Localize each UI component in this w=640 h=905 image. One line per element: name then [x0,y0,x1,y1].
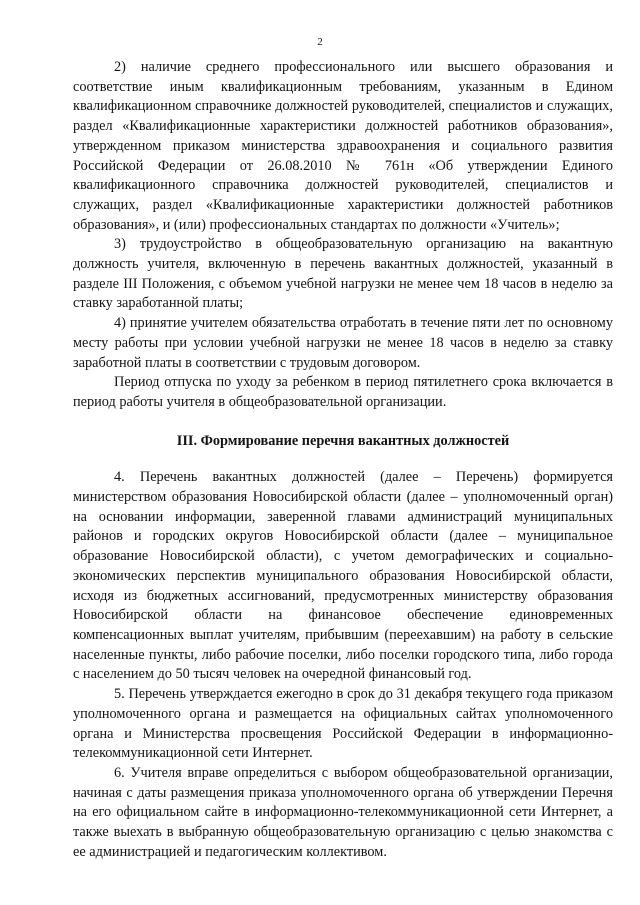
paragraph-requirement-2: 2) наличие среднего профессионального или высшего образования и соответствие иным квалификационным требованиям, указанным в Едином квалификационном справочнике должностей руководителей, специалистов и служащих, раздел «Квалификационные характеристики должностей работников образования», утвержденном приказом министерства здравоохранения и социального развития Российской Федерации от 26.08.2010 № 761н «Об утверждении Единого квалификационного справочника должностей руководителей, специалистов и служащих, раздел «Квалификационные характеристики должностей работников образования», и (или) профессиональных стандартах по должности «Учитель»; [73,59,613,233]
paragraph-leave-period: Период отпуска по уходу за ребенком в период пятилетнего срока включается в период работы учителя в общеобразовательной организации. [73,374,613,410]
paragraph-requirement-3: 3) трудоустройство в общеобразовательную организацию на вакантную должность учителя, включенную в перечень вакантных должностей, указанный в разделе III Положения, с объемом учебной нагрузки не менее чем 18 часов в неделю за ставку заработанной платы; [73,236,613,312]
paragraph-item-6: 6. Учителя вправе определиться с выбором общеобразовательной организации, начиная с даты размещения приказа уполномоченного органа об утверждении Перечня на его официальном сайте в информационно-телекоммуникационной сети Интернет, а также выехать в выбранную общеобразовательную организацию с целью знакомства с ее администрацией и педагогическим коллективом. [73,764,613,860]
document-body [73,58,613,862]
paragraph-item-5: 5. Перечень утверждается ежегодно в срок до 31 декабря текущего года приказом уполномоченного органа и размещается на официальных сайтах уполномоченного органа и Министерства просвещения Российской Федерации в информационно-телекоммуникационной сети Интернет. [73,686,613,762]
page-number: 2 [317,36,323,48]
paragraph-item-4: 4. Перечень вакантных должностей (далее – Перечень) формируется министерством образования Новосибирской области (далее – уполномоченный орган) на основании информации, заверенной главами администраций муниципальных районов и городских округов Новосибирской области (далее – муниципальное образование Новосибирской области), с учетом демографических и социально-экономических перспектив муниципального образования Новосибирской области, исходя из бюджетных ассигнований, предусмотренных министерству образования Новосибирской области на финансовое обеспечение единовременных компенсационных выплат учителям, прибывшим (переехавшим) на работу в сельские населенные пункты, либо рабочие поселки, либо поселки городского типа, либо города с населением до 50 тысяч человек на очередной финансовый год. [73,469,613,683]
section-heading: III. Формирование перечня вакантных должностей [176,432,510,449]
paragraph-requirement-4: 4) принятие учителем обязательства отработать в течение пяти лет по основному месту работы при условии учебной нагрузки не менее 18 часов в неделю за ставку заработной платы в соответствии с трудовым договором. [73,315,613,371]
